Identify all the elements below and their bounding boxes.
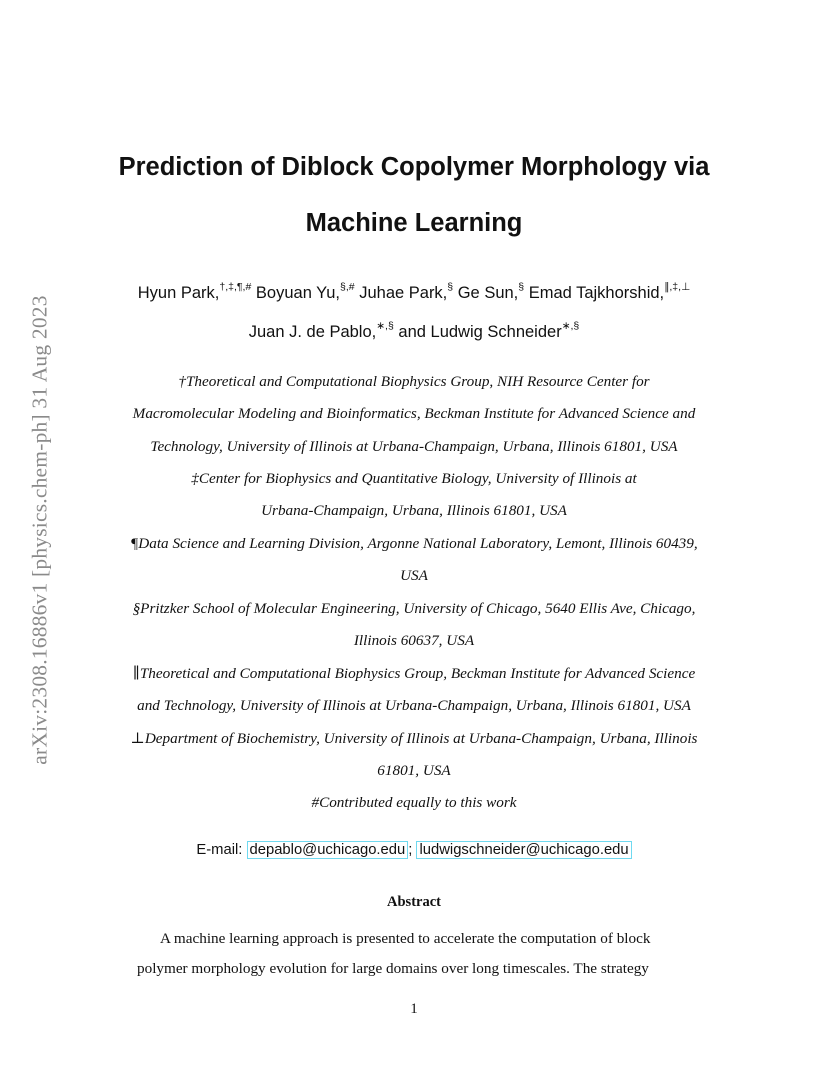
author-name: Juan J. de Pablo,: [248, 323, 377, 341]
affiliation-line: ⊥Department of Biochemistry, University of Illinois at Urbana-Champaign, Urbana, Illinois: [130, 730, 698, 747]
affiliation-line: Technology, University of Illinois at Urbana-Champaign, Urbana, Illinois 61801, USA: [150, 438, 678, 455]
affiliation-line: Urbana-Champaign, Urbana, Illinois 61801, USA: [261, 502, 567, 519]
affiliation-line: ∥Theoretical and Computational Biophysics Group, Beckman Institute for Advanced Science: [132, 665, 696, 682]
author-name: Boyuan Yu,: [255, 284, 341, 302]
affiliation-line: Illinois 60637, USA: [353, 632, 475, 649]
author-marks: §,#: [340, 281, 355, 293]
author-line-1: [0, 281, 828, 303]
author-line-2: [0, 320, 828, 342]
affiliation-line: USA: [400, 567, 428, 584]
abstract-heading: Abstract: [387, 894, 441, 910]
affiliation-line: †Theoretical and Computational Biophysics Group, NIH Resource Center for: [178, 373, 650, 390]
author-marks: ∥,‡,⊥: [664, 281, 691, 293]
affiliation-line: ¶Data Science and Learning Division, Argonne National Laboratory, Lemont, Illinois 60439,: [130, 535, 698, 552]
author-marks: §: [518, 281, 525, 293]
author-marks: †,‡,¶,#: [219, 281, 252, 293]
affiliation-line: and Technology, University of Illinois at Urbana-Champaign, Urbana, Illinois 61801, USA: [137, 697, 691, 714]
affiliation-line: Macromolecular Modeling and Bioinformatics, Beckman Institute for Advanced Science and: [132, 405, 696, 422]
author-marks: §: [447, 281, 454, 293]
abstract-line: polymer morphology evolution for large domains over long timescales. The strategy: [137, 960, 649, 977]
paper-title-line-2: Machine Learning: [305, 209, 523, 237]
email-separator: ;: [408, 842, 413, 858]
author-marks: ∗,§: [561, 320, 580, 332]
page-number: 1: [410, 1001, 418, 1017]
affiliation-line: §Pritzker School of Molecular Engineering, University of Chicago, 5640 Ellis Ave, Chicago,: [132, 600, 696, 617]
affiliation-line: 61801, USA: [377, 762, 451, 779]
author-name: and Ludwig Schneider: [398, 323, 562, 341]
arxiv-stamp: arXiv:2308.16886v1 [physics.chem-ph] 31 Aug 2023: [27, 295, 52, 765]
email-link-schneider[interactable]: ludwigschneider@uchicago.edu: [416, 841, 631, 859]
email-label: E-mail:: [196, 842, 243, 858]
paper-title-line-1: Prediction of Diblock Copolymer Morphology via: [118, 153, 710, 181]
email-line: [0, 842, 828, 858]
author-name: Emad Tajkhorshid,: [528, 284, 665, 302]
author-name: Ge Sun,: [457, 284, 519, 302]
author-name: Juhae Park,: [359, 284, 448, 302]
equal-contribution-note: #Contributed equally to this work: [311, 794, 517, 811]
author-name: Hyun Park,: [137, 284, 220, 302]
email-link-depablo[interactable]: depablo@uchicago.edu: [247, 841, 409, 859]
abstract-line: A machine learning approach is presented to accelerate the computation of block: [160, 930, 651, 947]
author-marks: ∗,§: [376, 320, 394, 332]
affiliation-line: ‡Center for Biophysics and Quantitative Biology, University of Illinois at: [191, 470, 637, 487]
